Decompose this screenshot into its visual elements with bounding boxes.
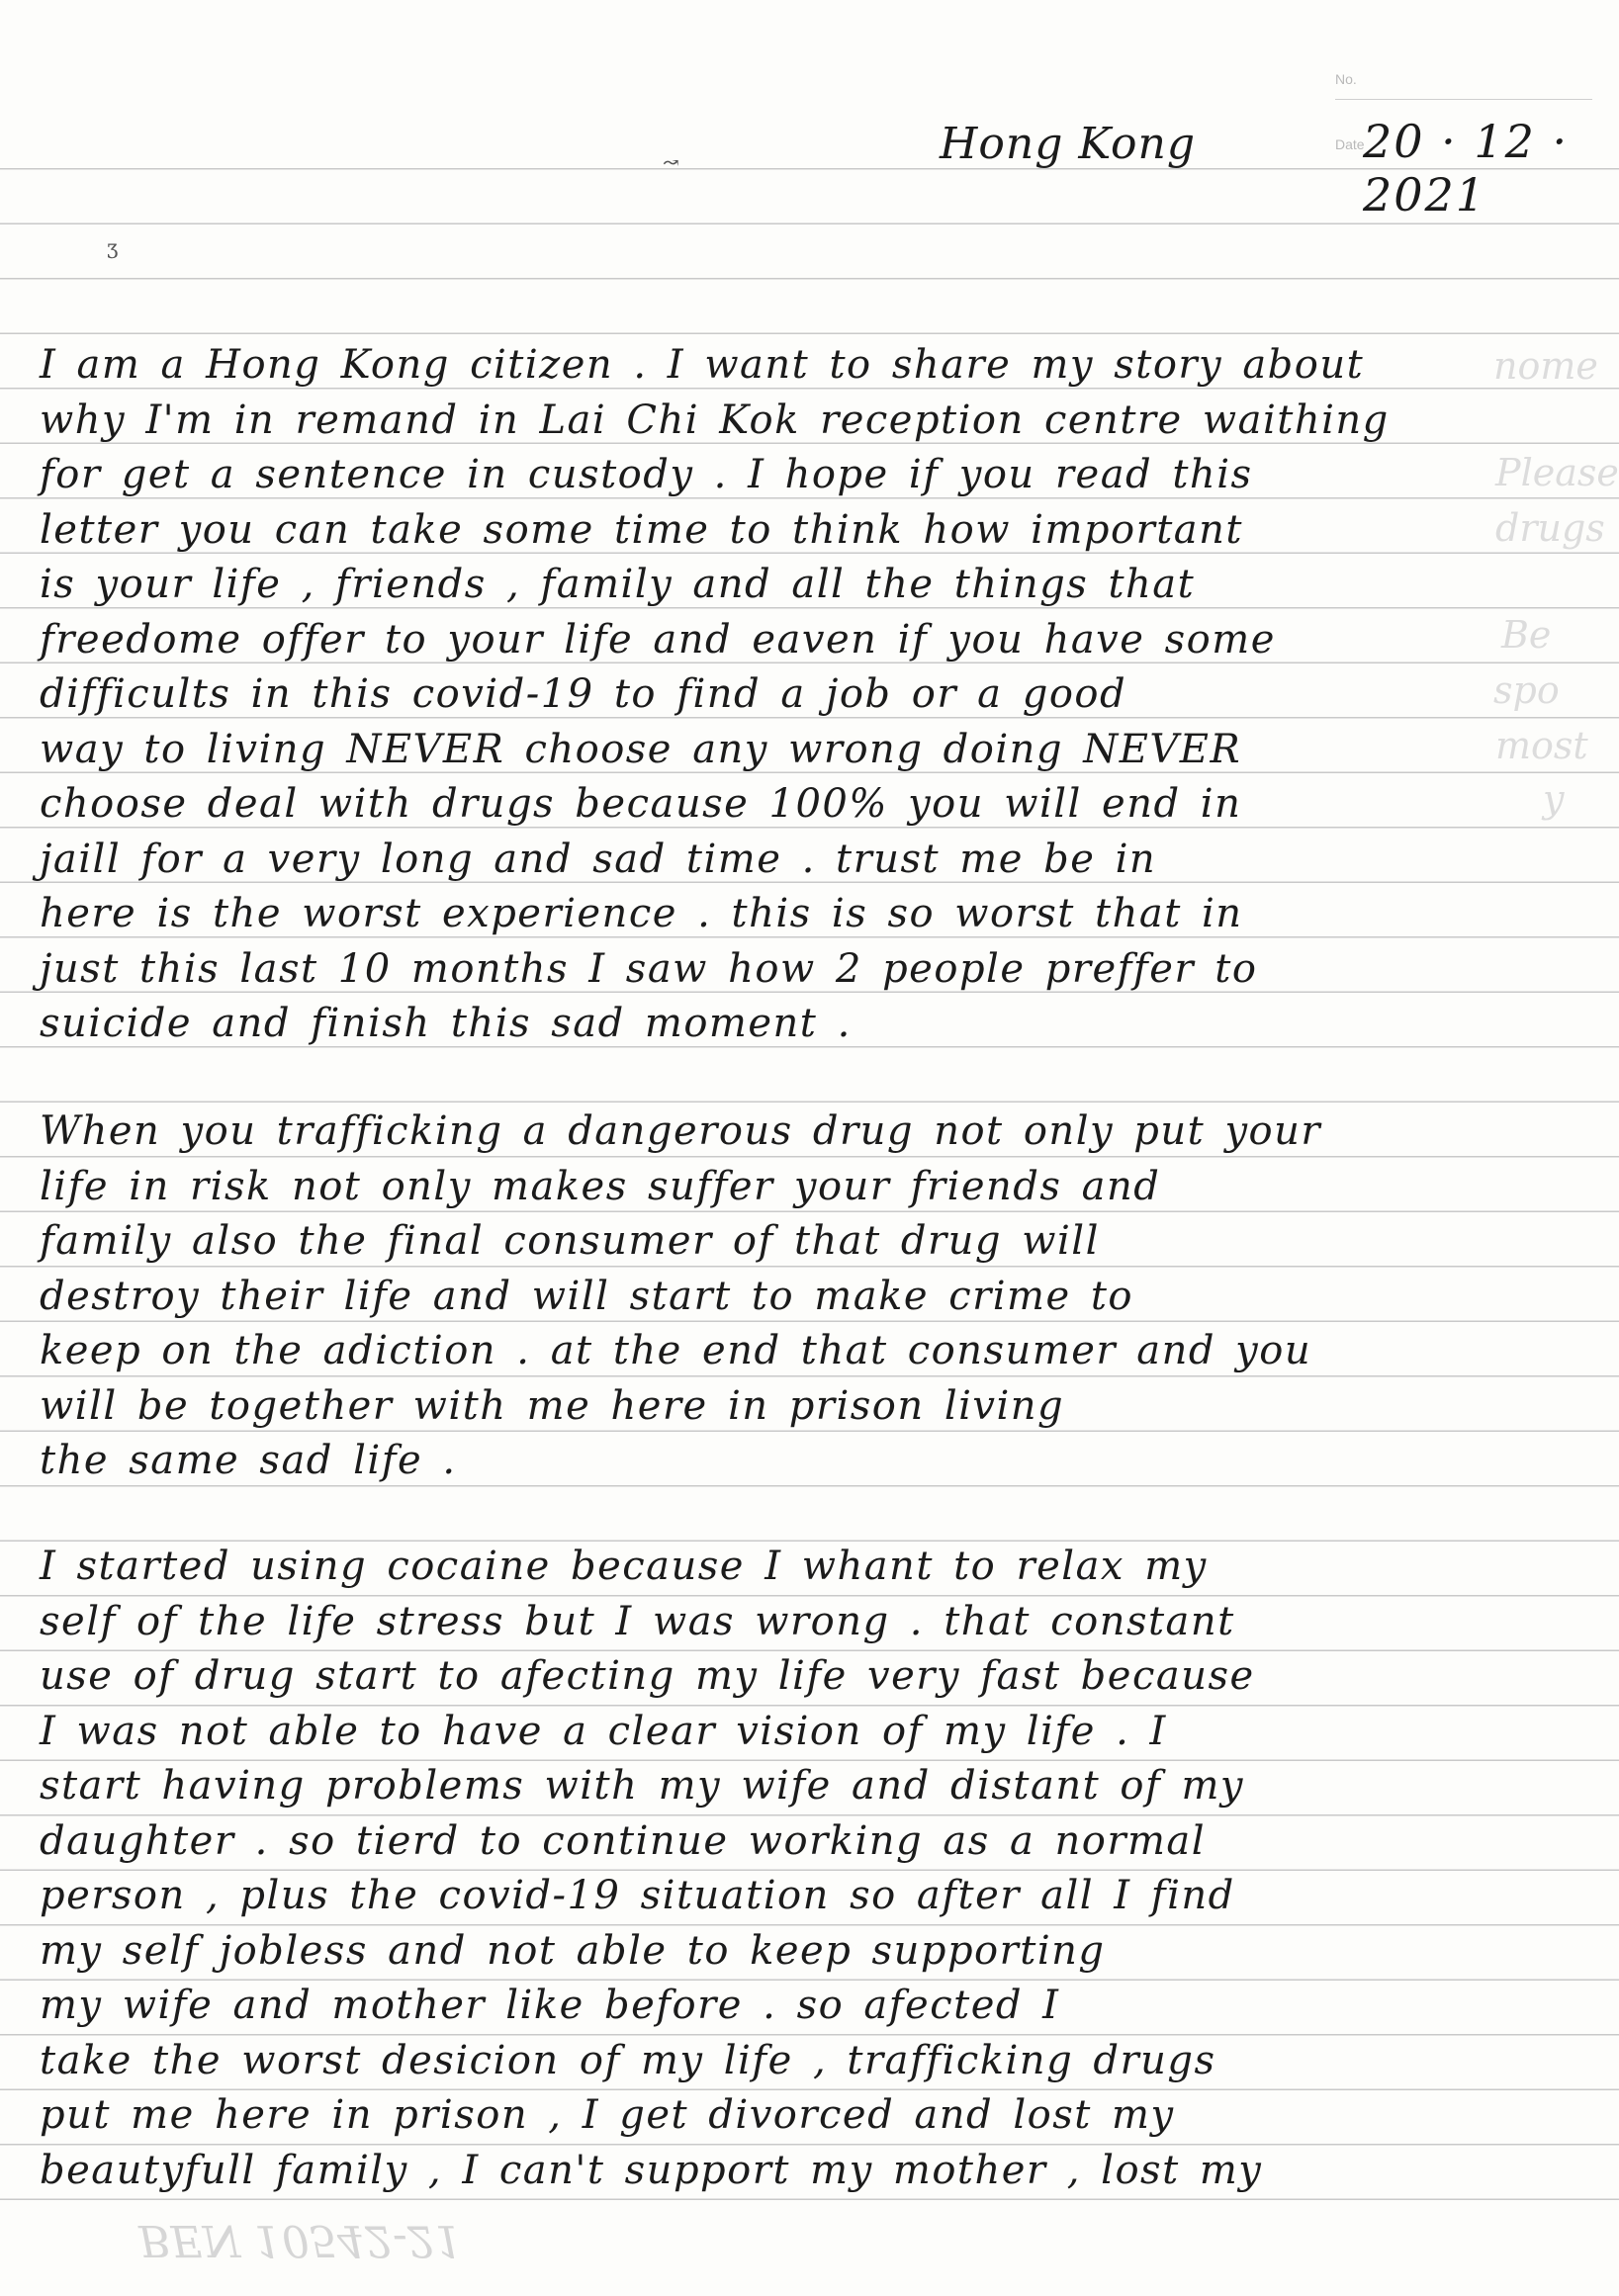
letter-paragraph-1 [40, 338, 1592, 1052]
letter-line: daughter . so tierd to continue working as a normal [40, 1817, 1207, 1864]
letter-line: is your life , friends , family and all the things that [40, 562, 1196, 607]
letter-line: just this last 10 months I saw how 2 people preffer to [40, 945, 1258, 992]
letter-line: destroy their life and will start to make crime to [40, 1273, 1133, 1319]
number-label: No. [1335, 71, 1357, 87]
stray-pen-mark: ↝ [663, 150, 679, 174]
letter-line: When you trafficking a dangerous drug not only put your [40, 1108, 1322, 1154]
letter-line: I started using cocaine because I whant to relax my [40, 1544, 1208, 1589]
stray-pen-mark: Ʒ [107, 239, 119, 263]
letter-line: I am a Hong Kong citizen . I want to share my story about [40, 342, 1365, 388]
bleed-through-text: y [1543, 777, 1565, 821]
letter-line: here is the worst experience . this is so worst that in [40, 891, 1243, 936]
bleed-through-text: nome [1493, 344, 1598, 388]
letter-place: Hong Kong [940, 119, 1197, 169]
letter-line: my wife and mother like before . so afected I [40, 1983, 1060, 2028]
letter-line: difficults in this covid-19 to find a job or a good [40, 671, 1127, 717]
bleed-through-text: Please [1495, 451, 1619, 494]
letter-line: the same sad life . [40, 1438, 457, 1483]
letter-line: put me here in prison , I get divorced and lost my [40, 2092, 1175, 2138]
letter-line: choose deal with drugs because 100% you will end in [40, 781, 1242, 827]
letter-line: letter you can take some time to think how important [40, 506, 1243, 553]
letter-line: my self jobless and not able to keep supporting [40, 1927, 1106, 1974]
letter-line: suicide and finish this sad moment . [40, 1001, 852, 1046]
letter-line: self of the life stress but I was wrong . that constant [40, 1598, 1235, 1644]
letter-line: I was not able to have a clear vision of my life . I [40, 1708, 1167, 1754]
letter-line: for get a sentence in custody . I hope if you read this [40, 452, 1253, 497]
bleed-through-text: Be [1501, 613, 1552, 657]
letter-line: life in risk not only makes suffer your friends and [40, 1163, 1161, 1209]
letter-line: freedome offer to your life and eaven if you have some [40, 616, 1276, 662]
letter-line: will be together with me here in prison living [40, 1382, 1065, 1429]
letter-line: why I'm in remand in Lai Chi Kok reception centre waithing [40, 397, 1390, 443]
letter-line: person , plus the covid-19 situation so after all I find [40, 1873, 1235, 1918]
letter-line: take the worst desicion of my life , trafficking drugs [40, 2037, 1216, 2083]
bleed-through-text: most [1495, 724, 1588, 767]
letter-line: beautyfull family , I can't support my mother , lost my [40, 2147, 1263, 2193]
letter-line: keep on the adiction . at the end that consumer and you [40, 1328, 1312, 1373]
letter-date: 20 · 12 · 2021 [1363, 115, 1570, 221]
letter-line: jaill for a very long and sad time . trust me be in [40, 836, 1157, 882]
bleed-through-footer: BEN 10542-21 [138, 2215, 463, 2265]
letter-line: start having problems with my wife and distant of my [40, 1763, 1244, 1809]
letter-paragraph-2 [40, 1104, 1592, 1489]
letter-line: use of drug start to afecting my life very fast because [40, 1653, 1255, 1699]
date-label: Date [1335, 136, 1365, 152]
bleed-through-text: drugs [1495, 506, 1605, 550]
letter-line: family also the final consumer of that drug will [40, 1218, 1100, 1264]
letter-line: way to living NEVER choose any wrong doing NEVER [40, 726, 1242, 772]
number-line [1335, 99, 1592, 100]
letter-paragraph-3 [40, 1540, 1592, 2198]
bleed-through-text: spo [1493, 668, 1560, 712]
